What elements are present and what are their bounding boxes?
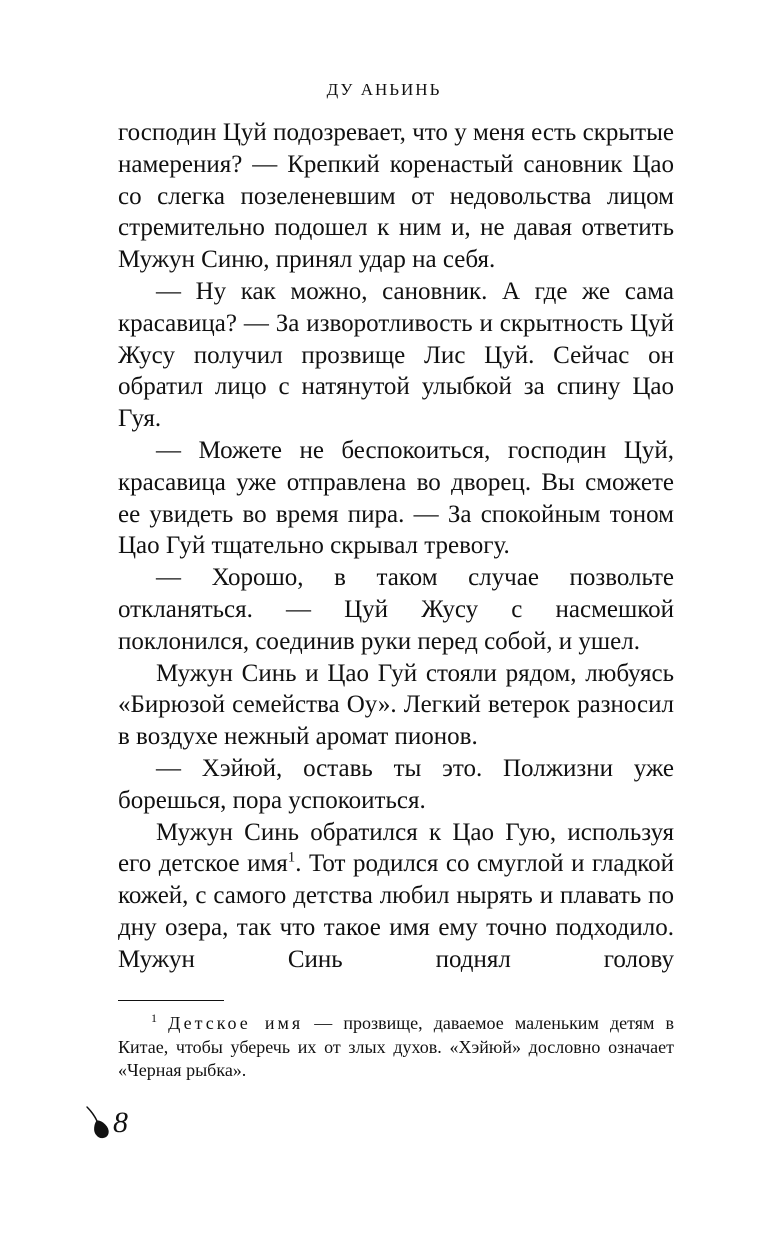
paragraph: господин Цуй подозревает, что у меня есть скрытые намерения? — Крепкий коренастый сановник Цао со слегка позеленевшим от недовольства лицом стремительно подошел к ним и, не давая ответить Мужун Синю, принял удар на себя. <box>118 119 674 274</box>
paragraph: — Хэйюй, оставь ты это. Полжизни уже борешься, пора успокоиться. <box>118 754 674 814</box>
page-number: 8 <box>113 1106 128 1139</box>
footnote-reference: 1 <box>287 850 296 866</box>
paragraph-text: Мужун Синь обратился к Цао Гую, используя его детское имя <box>118 818 674 878</box>
paragraph: Мужун Синь и Цао Гуй стояли рядом, любуясь «Бирюзой семейства Оу». Легкий ветерок разносил в воздухе нежный аромат пионов. <box>118 659 674 751</box>
footnote-marker: 1 <box>151 1011 157 1025</box>
footnote <box>118 1012 674 1083</box>
paragraph: — Хорошо, в таком случае позвольте откланяться. — Цуй Жусу с насмешкой поклонился, соединив руки перед собой, и ушел. <box>118 564 674 655</box>
paragraph: — Можете не беспокоиться, господин Цуй, красавица уже отправлена во дворец. Вы сможете ее увидеть во время пира. — За спокойным тоном Цао Гуй тщательно скрывал тревогу. <box>118 436 674 560</box>
paragraph <box>118 817 674 976</box>
footnote-text: — прозвище, даваемое маленьким детям в Китае, чтобы уберечь их от злых духов. «Хэйюй» дословно означает «Черная рыбка». <box>118 1013 675 1080</box>
folio <box>86 1106 128 1140</box>
paragraph: — Ну как можно, сановник. А где же сама красавица? — За изворотливость и скрытность Цуй Жусу получил прозвище Лис Цуй. Сейчас он обратил лицо с натянутой улыбкой за спину Цао Гуя. <box>118 277 674 433</box>
leaf-icon <box>86 1106 112 1140</box>
paragraph-text: . Тот родился со смуглой и гладкой кожей, с самого детства любил нырять и плавать по дну озера, так что такое имя ему точно подходило. Мужун Синь поднял голову <box>118 850 674 973</box>
footnote-divider <box>118 1000 224 1001</box>
footnote-term: Детское имя <box>168 1013 304 1033</box>
running-head: ДУ АНЬИНЬ <box>326 80 442 99</box>
body-text <box>118 117 674 976</box>
